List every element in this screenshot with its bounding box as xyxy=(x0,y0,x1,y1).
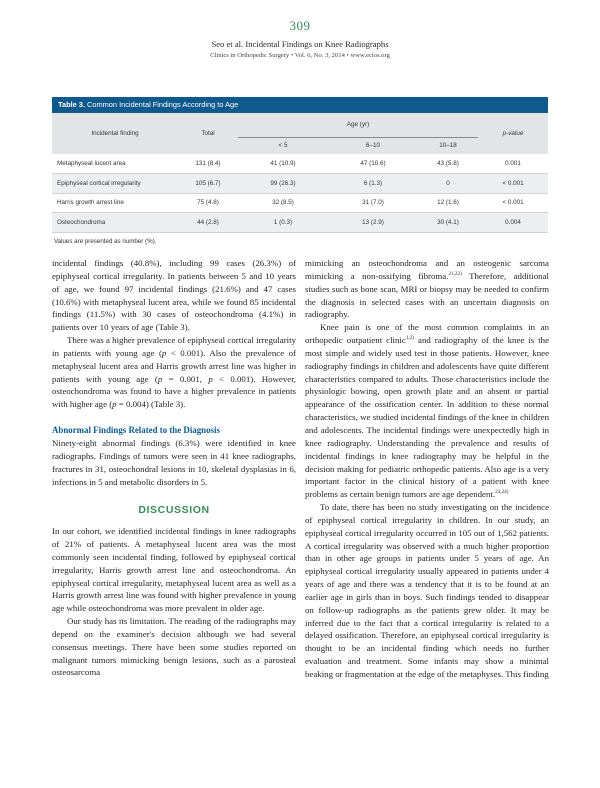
findings-table xyxy=(52,113,548,233)
cell-finding: Harris growth arrest line xyxy=(52,193,178,213)
header-total: Total xyxy=(178,113,238,154)
cell-pvalue: < 0.001 xyxy=(478,174,548,194)
table-caption xyxy=(52,97,548,113)
cell-total: 75 (4.8) xyxy=(178,193,238,213)
cell-finding: Metaphyseal lucent area xyxy=(52,154,178,174)
cell-6-10: 31 (7.0) xyxy=(328,193,418,213)
cell-pvalue: < 0.001 xyxy=(478,193,548,213)
subsection-heading: Abnormal Findings Related to the Diagnosis xyxy=(52,425,220,436)
left-column xyxy=(52,257,296,679)
cell-total: 131 (8.4) xyxy=(178,154,238,174)
citation: 23,24) xyxy=(495,489,509,496)
right-column xyxy=(305,257,549,681)
cell-lt5: 1 (0.3) xyxy=(238,213,328,233)
text-run: There was a higher prevalence of epiphyseal cortical irregularity in patients with young age ( xyxy=(52,335,296,358)
cell-6-10: 13 (2.9) xyxy=(328,213,418,233)
paragraph: To date, there has been no study investigating on the incidence of epiphyseal cortical irregularity in children. In our study, an epiphyseal cortical irregularity occurred in 105 out of 1,562 patients. A cortical irregularity was observed with a much higher proportion than in other age groups in patients under 5 years of age. An epiphyseal cortical irregularity usually appeared in patients under 4 years of age and there was a tendency that it is to be found at an earlier age in girls than in boys. Such findings tended to disappear on follow-up radiographs as the patients grew older. It may be inferred due to the fact that a cortical irregularity is related to a delayed ossification. Therefore, an epiphyseal cortical irregularity is thought to be an incidental finding which needs no further evaluation and treatment. Some infants may show a minimal beaking or fragmentation at the edge of the metaphyses. This finding xyxy=(305,502,549,679)
italic-p: p xyxy=(161,347,167,358)
cell-pvalue: 0.004 xyxy=(478,213,548,233)
header-age: Age (yr) xyxy=(238,113,478,137)
paragraph xyxy=(52,334,296,411)
header-age-10-18: 10–18 xyxy=(418,137,478,154)
paragraph: Our study has its limitation. The reading of the radiographs may depend on the examiner's decision although we had several consensus meetings. There have been some studies reported on malignant tumors mimicking benign lesions, such as a parosteal osteosarcoma xyxy=(52,616,296,678)
running-head-authors: Seo et al. Incidental Findings on Knee Radiographs xyxy=(211,39,389,49)
text-run: Therefore, additional studies such as bone scan, MRI or biopsy may be needed to confirm the diagnosis in selected cases with an uncertain diagnosis on radiography. xyxy=(305,270,549,320)
italic-p: p xyxy=(157,373,163,384)
citation: 1,2) xyxy=(405,335,415,342)
paragraph: In our cohort, we identified incidental findings in knee radiographs of 21% of patients. A metaphyseal lucent area was the most commonly seen incidental finding, followed by epiphyseal cortical irregularity, Harris growth arrest line and osteochondroma. An epiphyseal cortical irregularity, metaphyseal lucent area as well as a Harris growth arrest line was found with higher prevalence in young age while osteochondroma was more prevalent in older age. xyxy=(52,526,296,614)
text-run: = 0.004) (Table 3). xyxy=(116,399,186,410)
citation: 21,22) xyxy=(448,270,462,277)
paragraph: Ninety-eight abnormal findings (6.3%) were identified in knee radiographs. Findings of tumors were seen in 41 knee radiographs, fractures in 31, osteochondral lesions in 10, skeletal dysplasias in 6, infections in 5 and metabolic disorders in 5. xyxy=(52,437,296,487)
italic-p: p xyxy=(112,399,117,410)
table-row xyxy=(52,174,548,194)
page-number: 309 xyxy=(289,18,311,33)
cell-lt5: 99 (26.3) xyxy=(238,174,328,194)
paragraph xyxy=(305,257,549,321)
cell-6-10: 47 (10.6) xyxy=(328,154,418,174)
header-incidental-finding: Incidental finding xyxy=(52,113,178,154)
text-run: Knee pain is one of the most common complaints in an orthopedic outpatient clinic xyxy=(305,322,549,346)
running-head-journal: Clinics in Orthopedic Surgery • Vol. 6, No. 3, 2014 • www.ecios.org xyxy=(210,52,390,59)
paragraph xyxy=(305,321,549,501)
cell-10-18: 43 (5.8) xyxy=(418,154,478,174)
running-head xyxy=(0,38,600,62)
text-run: mimicking an osteochondroma and an osteogenic sarcoma mimicking a non-ossifying fibroma. xyxy=(305,258,549,281)
cell-total: 44 (2.8) xyxy=(178,213,238,233)
section-heading-discussion: DISCUSSION xyxy=(138,504,210,517)
header-pvalue xyxy=(478,113,548,154)
cell-10-18: 30 (4.1) xyxy=(418,213,478,233)
cell-finding: Osteochondroma xyxy=(52,213,178,233)
cell-finding: Epiphyseal cortical irregularity xyxy=(52,174,178,194)
italic-p: p xyxy=(208,373,213,384)
cell-10-18: 0 xyxy=(418,174,478,194)
text-run: < 0.001). Also the prevalence of metaphyseal lucent area and Harris growth arrest line was higher in patients with young age ( xyxy=(52,347,296,384)
text-run: = 0.001, xyxy=(162,373,209,384)
cell-6-10: 6 (1.3) xyxy=(328,174,418,194)
table-caption-label: Table 3. xyxy=(58,100,85,109)
paragraph: incidental findings (40.8%), including 99 cases (26.3%) of epiphyseal cortical irregularity. In patients between 5 and 10 years of age, we found 97 incidental findings (21.6%) and 47 cases (10.6%) with metaphyseal lucent area, while we found 85 incidental findings (11.5%) with 30 cases of osteochondroma (4.1%) in patients over 10 years of age (Table 3). xyxy=(52,258,296,333)
header-pvalue-text: p-value xyxy=(502,130,524,137)
table-row xyxy=(52,193,548,213)
text-run: < 0.001). However, osteochondroma was found to have a higher prevalence in patients with higher age ( xyxy=(52,373,296,410)
table-3 xyxy=(52,97,548,245)
text-run: and radiography of the knee is the most simple and widely used test in those patients. However, knee radiography findings in children and adolescents have quite different characteristics compared to adults. Those characteristics include the physiologic bowing, open growth plate and an absent or partial appearance of the ossification center. In addition to these normal characteristics, we studied incidental findings of the knee in children and adolescents. The incidental findings were unexpectedly high in knee radiography. Understanding the prevalence and results of incidental findings in knee radiography may be helpful in the decision making for pediatric orthopedic patients. Also age is a very important factor in the clinical history of a patient with knee problems as certain benign tumors are age dependent. xyxy=(305,335,549,500)
table-row xyxy=(52,213,548,233)
header-age-lt5: < 5 xyxy=(238,137,328,154)
cell-lt5: 41 (10.9) xyxy=(238,154,328,174)
header-age-6-10: 6–10 xyxy=(328,137,418,154)
table-row xyxy=(52,154,548,174)
table-footnote: Values are presented as number (%). xyxy=(54,237,157,245)
cell-pvalue: 0.001 xyxy=(478,154,548,174)
cell-lt5: 32 (8.5) xyxy=(238,193,328,213)
cell-total: 105 (6.7) xyxy=(178,174,238,194)
cell-10-18: 12 (1.6) xyxy=(418,193,478,213)
table-caption-text: Common Incidental Findings According to Age xyxy=(84,100,239,109)
